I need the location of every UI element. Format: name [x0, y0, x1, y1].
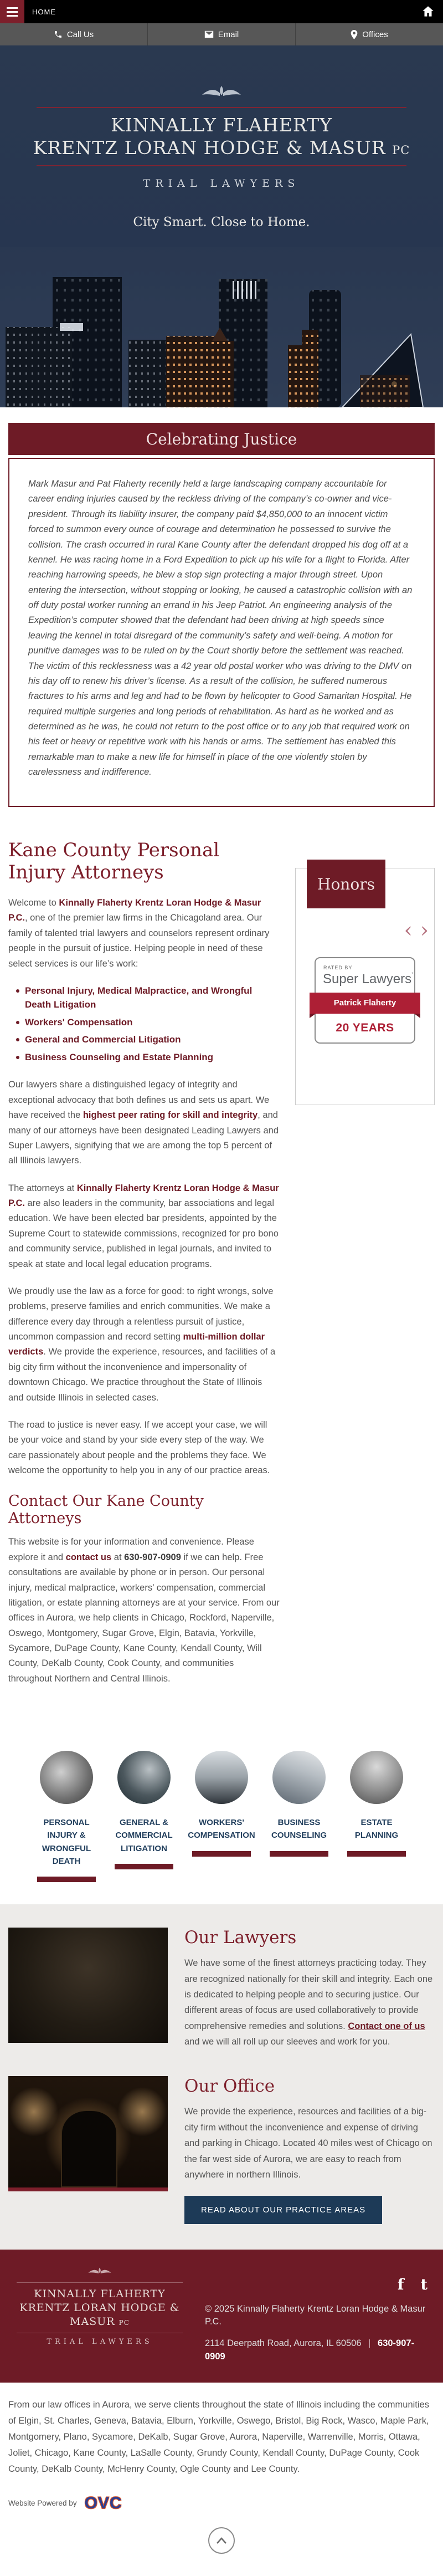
- super-lawyers-brand: [316, 972, 414, 987]
- practice-label: ESTATE PLANNING: [354, 1818, 399, 1841]
- super-lawyers-badge[interactable]: [315, 957, 415, 1044]
- footer-info: [183, 2250, 443, 2383]
- email-label: Email: [218, 29, 239, 39]
- practice-label: WORKERS' COMPENSATION: [188, 1818, 255, 1841]
- list-item: Workers' Compensation: [16, 1015, 280, 1030]
- footer-bottom: [0, 2383, 443, 2575]
- legacy-text: Our lawyers share a distinguished legacy of integrity and exceptional advocacy that both defines us and sets us apart. We have received the: [8, 1080, 270, 1121]
- honors-sidebar: [295, 839, 435, 1699]
- force-text: We proudly use the law as a force for good: to right wrongs, solve problems, preserve families and enrich communities. We make a difference every day through a relentless pursuit of justice, uncommon compassion and record setting: [8, 1286, 274, 1342]
- call-us-button[interactable]: [0, 23, 148, 45]
- footer: [0, 2250, 443, 2383]
- firm-name-inline: Kinnally Flaherty Krentz Loran Hodge & Masur P.C.: [8, 898, 261, 923]
- footer-flourish-icon: [87, 2268, 112, 2277]
- welcome-text: Welcome to: [8, 898, 59, 908]
- footer-firm-suffix: PC: [119, 2318, 130, 2327]
- facebook-icon[interactable]: f: [397, 2276, 404, 2294]
- practice-link-bar[interactable]: [270, 1851, 328, 1857]
- home-icon[interactable]: [421, 4, 435, 22]
- email-button[interactable]: [148, 23, 296, 45]
- practice-link-bar[interactable]: [192, 1851, 251, 1857]
- road-to-justice-paragraph: The road to justice is never easy. If we accept your case, we will be your voice and stand by your side every step of the way. We care passionately about people and the problems they face. We welcome the opportunity to help you in any of our practice areas.: [8, 1419, 270, 1475]
- footer-firm-line2: KRENTZ LORAN HODGE & MASUR: [19, 2301, 180, 2328]
- firm-name-suffix: PC: [392, 144, 410, 157]
- force-for-good-paragraph: [8, 1284, 280, 1405]
- footer-firm-tagline: TRIAL LAWYERS: [47, 2338, 153, 2347]
- practice-link-bar[interactable]: [115, 1864, 173, 1869]
- home-link[interactable]: HOME: [32, 7, 56, 16]
- chevron-up-icon: [216, 2537, 227, 2544]
- address-text: 2114 Deerpath Road, Aurora, IL 60506: [205, 2338, 362, 2349]
- footer-rule-top: [17, 2282, 183, 2283]
- honors-title: Honors: [307, 860, 385, 908]
- firm-name: [0, 114, 443, 160]
- practice-card-estate-planning[interactable]: [341, 1751, 412, 1882]
- our-office-text: [168, 2076, 435, 2224]
- powered-by-label: Website Powered by: [8, 2499, 77, 2508]
- carousel-next-icon[interactable]: ›: [420, 918, 429, 942]
- read-practice-areas-button[interactable]: READ ABOUT OUR PRACTICE AREAS: [184, 2196, 382, 2224]
- firm-name-inline-2: Kinnally Flaherty Krentz Loran Hodge & Masur P.C.: [8, 1183, 279, 1208]
- practice-link-bar[interactable]: [347, 1851, 406, 1857]
- lawyers-text: We have some of the finest attorneys practicing today. They are recognized nationally for their skill and integrity. Each one is dedicated to helping people and to securing justice. Our different areas of focus are used collaboratively to provide comprehensive remedies and solutions.: [184, 1958, 433, 2031]
- practice-label: PERSONAL INJURY & WRONGFUL DEATH: [42, 1818, 91, 1866]
- peer-rating-highlight: highest peer rating for skill and integrity: [83, 1110, 258, 1121]
- trademark-mark: ’: [411, 972, 413, 978]
- footer-logo: [0, 2250, 183, 2383]
- call-us-label: Call Us: [66, 29, 94, 39]
- contact-one-of-us-link[interactable]: Contact one of us: [348, 2021, 425, 2031]
- legacy-paragraph: [8, 1077, 280, 1168]
- email-icon: [204, 30, 214, 38]
- footer-address: [205, 2337, 427, 2363]
- attorney-name-ribbon: Patrick Flaherty: [310, 993, 420, 1014]
- hero-slogan: City Smart. Close to Home.: [133, 214, 310, 229]
- practice-label: BUSINESS COUNSELING: [271, 1818, 327, 1841]
- menu-button[interactable]: [0, 0, 24, 23]
- offices-label: Offices: [362, 29, 388, 39]
- contact-text-2: at: [111, 1552, 125, 1562]
- footer-firm-name: [17, 2287, 183, 2328]
- our-lawyers-row: [8, 1928, 435, 2049]
- practice-label: GENERAL & COMMERCIAL LITIGATION: [115, 1818, 173, 1853]
- lawyers-text-2: and we will all roll up our sleeves and work for you.: [184, 2037, 390, 2047]
- welcome-text-2: , one of the premier law firms in the Chicagoland area. Our family of talented trial lawyers and counselors represent ordinary people in the pursuit of justice. Helping people in need of these select services is our life’s work:: [8, 913, 270, 969]
- contact-us-link[interactable]: contact us: [65, 1552, 112, 1562]
- community-text-2: are also leaders in the community, bar associations and legal education. We have been elected bar presidents, appointed by the Supreme Court to statewide commissions, recognized for pro bono and community service, published in legal journals, and invited to speak at state and local legal education programs.: [8, 1198, 279, 1269]
- services-list: [16, 984, 280, 1065]
- office-entrance-photo: [8, 2076, 168, 2191]
- honors-carousel-arrows: [404, 919, 429, 941]
- personal-injury-image: [40, 1751, 93, 1804]
- list-item: General and Commercial Litigation: [16, 1033, 280, 1047]
- celebrating-justice-paragraph: Mark Masur and Pat Flaherty recently held a large landscaping company accountable for career ending injuries caused by the reckless driving of the company’s co-owner and vice-president. Through its liability insurer, the company paid $4,850,000 to an innocent victim forced to summon every ounce of courage and determination he possessed to survive the collision. The crash occurred in rural Kane County after the defendant dropped his dog off at a kennel. He was racing home in a Ford Expedition to pick up his wife for a flight to Florida. After reaching harrowing speeds, he blew a stop sign protecting a major through street. Upon entering the intersection, without stopping or looking, he caused a catastrophic collision with an off duty postal worker running an errand in his Jeep Patriot. An engineering analysis of the Expedition’s computer showed that the defendant had been driving at high speeds since leaving the kennel in total disregard of the community’s safety and well-being. A motion for punitive damages was to be ruled on by the Court shortly before the settlement was reached. The victim of this recklessness was a 42 year old postal worker who was driving to the DMV on his day off to renew his driver’s license. As a result of the collision, he suffered numerous fractures to his arms and leg and had to be flown by helicopter to Good Samaritan Hospital. He required multiple surgeries and long periods of rehabilitation. As hard as he worked and as determined as he was, he could not return to the post office or to any job that required work on his feet or heavy or repetitive work with his hands or arms. The settlement has enabled this remarkable man to make a new life for himself in place of the one violently stolen by carelessness and indifference.: [28, 479, 413, 778]
- estate-planning-image: [350, 1751, 403, 1804]
- contact-text: This website is for your information and convenience. Please explore it and: [8, 1537, 254, 1562]
- brand-text: Super Lawyers: [323, 972, 412, 987]
- force-text-2: . We provide the experience, resources, and facilities of a big city firm without the inconvenience and impersonality of downtown Chicago. We practice throughout the State of Illinois and outside Illinois in selected cases.: [8, 1347, 276, 1403]
- welcome-paragraph: [8, 896, 280, 972]
- celebrating-justice-section: [0, 407, 443, 807]
- practice-areas-row: [0, 1715, 443, 1904]
- celebrating-justice-title: Celebrating Justice: [146, 430, 297, 448]
- list-item: Business Counseling and Estate Planning: [16, 1050, 280, 1065]
- celebrating-justice-header: [8, 423, 435, 455]
- service-area-text: From our law offices in Aurora, we serve clients throughout the state of Illinois including the communities of Elgin, St. Charles, Geneva, Batavia, Elburn, Yorkville, Oswego, Bristol, Big Rock, Wasco, Maple Park, Montgomery, Plano, Sycamore, DeKalb, Sugar Grove, Aurora, Naperville, Warrenville, Morris, Ottawa, Joliet, Chicago, Kane County, LaSalle County, Grundy County, Kendall County, DuPage County, Cook County, DeKalb County, McHenry County, Ogle County and Lee County.: [8, 2400, 429, 2474]
- our-office-paragraph: We provide the experience, resources and facilities of a big-city firm without the inconvenience and expense of driving and parking in Chicago. Located 40 miles west of Chicago on the far west side of Aurora, we are easy to reach from anywhere in northern Illinois.: [184, 2107, 432, 2180]
- our-lawyers-paragraph: [184, 1955, 435, 2049]
- honors-box: [295, 868, 435, 1105]
- phone-icon: [54, 30, 63, 39]
- hero-divider-bottom: [37, 165, 406, 166]
- practice-card-business-counseling[interactable]: [264, 1751, 334, 1882]
- firm-name-line1: KINNALLY FLAHERTY: [111, 114, 332, 136]
- ovc-logo[interactable]: OVC: [84, 2493, 122, 2512]
- back-to-top-button[interactable]: [208, 2527, 235, 2554]
- hero: [0, 45, 443, 407]
- commercial-litigation-image: [117, 1751, 171, 1804]
- lawyers-group-photo: [8, 1928, 168, 2043]
- community-text: The attorneys at: [8, 1183, 77, 1193]
- footer-phone[interactable]: 630-907-0909: [205, 2338, 415, 2362]
- rated-by-label: RATED BY: [323, 965, 353, 970]
- practice-card-personal-injury[interactable]: [31, 1751, 102, 1882]
- years-badge: 20 YEARS: [336, 1021, 394, 1034]
- contact-paragraph: [8, 1535, 280, 1686]
- hero-divider-top: [37, 107, 406, 108]
- verdicts-highlight: multi-million dollar verdicts: [8, 1332, 265, 1357]
- page-title: Kane County Personal Injury Attorneys: [8, 839, 220, 883]
- workers-compensation-image: [195, 1751, 248, 1804]
- top-nav-bar: [0, 0, 443, 23]
- contact-bar: [0, 23, 443, 45]
- footer-firm-line1: KINNALLY FLAHERTY: [34, 2288, 166, 2301]
- community-paragraph: [8, 1181, 280, 1272]
- firm-name-line2: KRENTZ LORAN HODGE & MASUR: [33, 137, 386, 159]
- powered-by-row: [8, 2494, 435, 2513]
- contact-heading: Contact Our Kane County Attorneys: [8, 1493, 204, 1527]
- main-content: [0, 807, 443, 1715]
- social-links: [398, 2276, 427, 2293]
- copyright-text: © 2025 Kinnally Flaherty Krentz Loran Hodge & Masur P.C.: [205, 2304, 426, 2327]
- our-lawyers-text: [168, 1928, 435, 2049]
- content-column: [8, 839, 295, 1699]
- practice-card-workers-compensation[interactable]: [186, 1751, 257, 1882]
- carousel-prev-icon[interactable]: ‹: [404, 918, 413, 942]
- our-office-row: [8, 2076, 435, 2224]
- list-item: Personal Injury, Medical Malpractice, and Wrongful Death Litigation: [16, 984, 280, 1012]
- offices-button[interactable]: [296, 23, 443, 45]
- city-skyline-image: [0, 247, 443, 407]
- address-divider: |: [368, 2338, 371, 2349]
- twitter-icon[interactable]: t: [420, 2276, 427, 2294]
- firm-tagline: TRIAL LAWYERS: [143, 177, 300, 190]
- celebrating-justice-box: [8, 458, 435, 807]
- location-pin-icon: [351, 30, 358, 39]
- our-office-heading: Our Office: [184, 2076, 275, 2097]
- practice-card-commercial-litigation[interactable]: [109, 1751, 179, 1882]
- business-counseling-image: [272, 1751, 326, 1804]
- phone-number: 630-907-0909: [124, 1552, 181, 1562]
- legacy-text-2: , and many of our attorneys have been designated Leading Lawyers and Super Lawyers, signifying that we are among the top 5 percent of all Illinois lawyers.: [8, 1110, 279, 1166]
- about-section: [0, 1904, 443, 2250]
- practice-link-bar[interactable]: [37, 1877, 96, 1882]
- contact-text-3: if we can help. Free consultations are available by phone or in person. Our personal injury, medical malpractice, workers’ compensation, commercial litigation, or estate planning attorneys are at your service. From our offices in Aurora, we help clients in Chicago, Rockford, Naperville, Oswego, Montgomery, Sugar Grove, Elgin, Batavia, Yorkville, Sycamore, DuPage County, Kane County, Kendall County, Will County, DeKalb County, Cook County, and communities throughout Northern and Central Illinois.: [8, 1552, 280, 1684]
- our-lawyers-heading: Our Lawyers: [184, 1928, 297, 1948]
- flourish-ornament-icon: [201, 85, 242, 101]
